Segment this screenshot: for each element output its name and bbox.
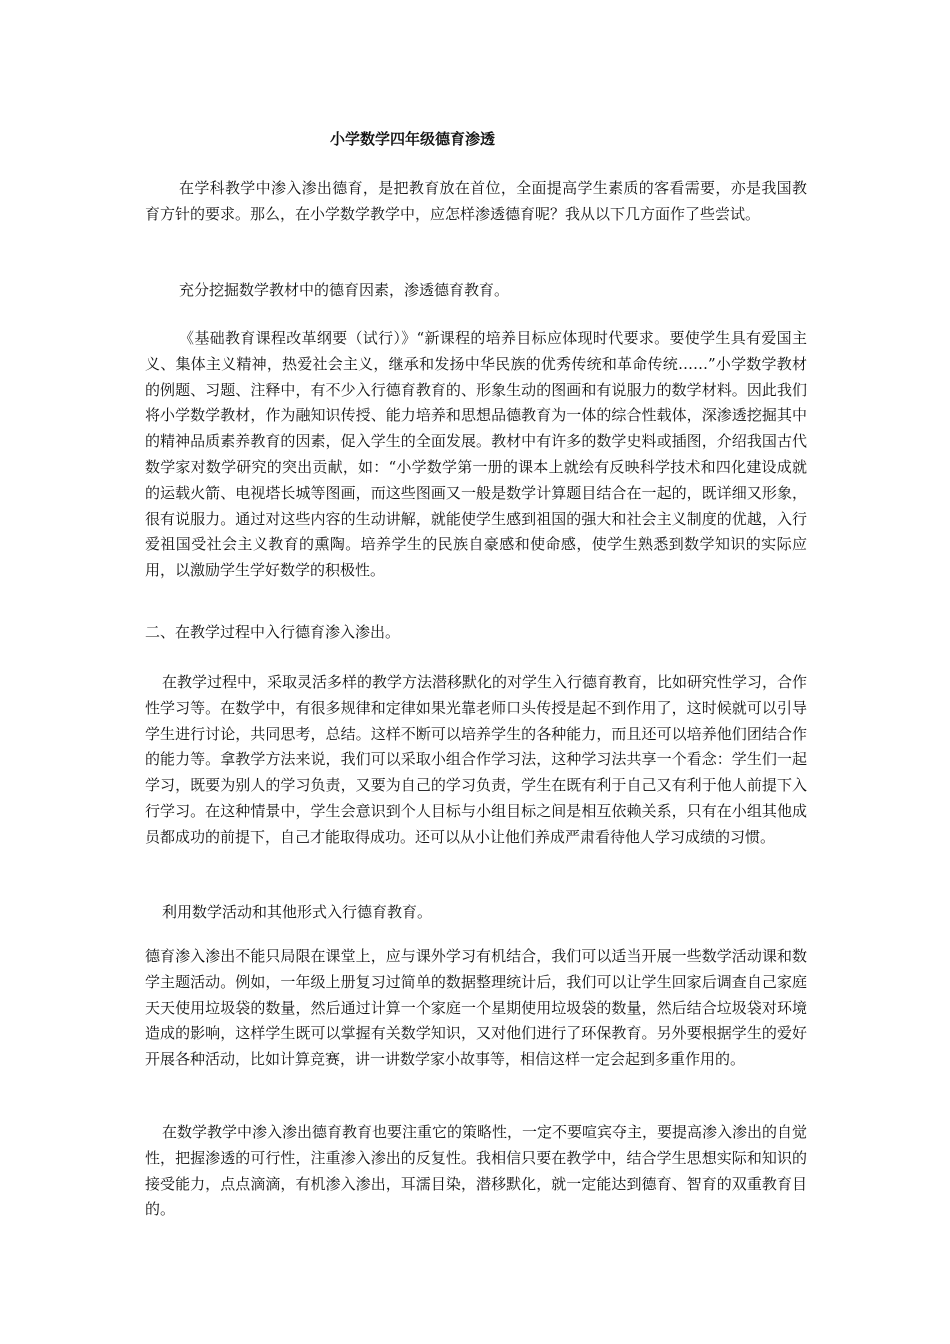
section-2-heading: 二、在教学过程中入行德育渗入渗出。 (145, 623, 401, 641)
intro-paragraph: 在学科教学中渗入渗出德育，是把教育放在首位，全面提高学生素质的客看需要，亦是我国教育方针的要求。那么，在小学数学教学中，应怎样渗透德育呢？我从以下几方面作了些尝试。 (145, 179, 807, 223)
section-3-heading: 利用数学活动和其他形式入行德育教育。 (162, 903, 433, 921)
document-title: 小学数学四年级德育渗透 (330, 130, 496, 148)
section-1-paragraph: 《基础教育课程改革纲要（试行）》“新课程的培养目标应体现时代要求。要使学生具有爱国主义、集体主义精神，热爱社会主义，继承和发扬中华民族的优秀传统和革命传统……”小学数学教材的例题、习题、注释中，有不少入行德育教育的、形象生动的图画和有说服力的数学材料。因此我们将小学数学教材，作为融知识传授、能力培养和思想品德教育为一体的综合性载体，深渗透挖掘其中的精神品质素养教育的因素，促入学生的全面发展。教材中有许多的数学史料或插图，介绍我国古代数学家对数学研究的突出贡献，如：“小学数学第一册的课本上就绘有反映科学技术和四化建设成就的运载火箭、电视塔长城等图画，而这些图画又一般是数学计算题目结合在一起的，既详细又形象，很有说服力。通过对这些内容的生动讲解，就能使学生感到祖国的强大和社会主义制度的优越，入行爱祖国受社会主义教育的熏陶。培养学生的民族自豪感和使命感，使学生熟悉到数学知识的实际应用，以激励学生学好数学的积极性。 (145, 329, 807, 580)
conclusion-paragraph: 在数学教学中渗入渗出德育教育也要注重它的策略性，一定不要喧宾夺主，要提高渗入渗出的自觉性，把握渗透的可行性，注重渗入渗出的反复性。我相信只要在教学中，结合学生思想实际和知识的接受能力，点点滴滴，有机渗入渗出，耳濡目染，潜移默化，就一定能达到德育、智育的双重教育目的。 (145, 1123, 808, 1219)
section-3-paragraph: 德育渗入渗出不能只局限在课堂上，应与课外学习有机结合，我们可以适当开展一些数学活动课和数学主题活动。例如，一年级上册复习过简单的数据整理统计后，我们可以让学生回家后调查自己家庭天天使用垃圾袋的数量，然后通过计算一个家庭一个星期使用垃圾袋的数量，然后结合垃圾袋对环境造成的影响，这样学生既可以掌握有关数学知识，又对他们进行了环保教育。另外要根据学生的爱好开展各种活动，比如计算竞赛，讲一讲数学家小故事等，相信这样一定会起到多重作用的。 (145, 947, 807, 1069)
section-2-paragraph: 在教学过程中，采取灵活多样的教学方法潜移默化的对学生入行德育教育，比如研究性学习，合作性学习等。在数学中，有很多规律和定律如果光靠老师口头传授是起不到作用了，这时候就可以引导学生进行讨论，共同思考，总结。这样不断可以培养学生的各种能力，而且还可以培养他们团结合作的能力等。拿教学方法来说，我们可以采取小组合作学习法，这种学习法共享一个看念：学生们一起学习，既要为别人的学习负责，又要为自己的学习负责，学生在既有利于自己又有利于他人前提下入行学习。在这种情景中，学生会意识到个人目标与小组目标之间是相互依赖关系，只有在小组其他成员都成功的前提下，自己才能取得成功。还可以从小让他们养成严肃看待他人学习成绩的习惯。 (145, 673, 808, 846)
section-1-heading: 充分挖掘数学教材中的德育因素，渗透德育教育。 (179, 281, 510, 299)
